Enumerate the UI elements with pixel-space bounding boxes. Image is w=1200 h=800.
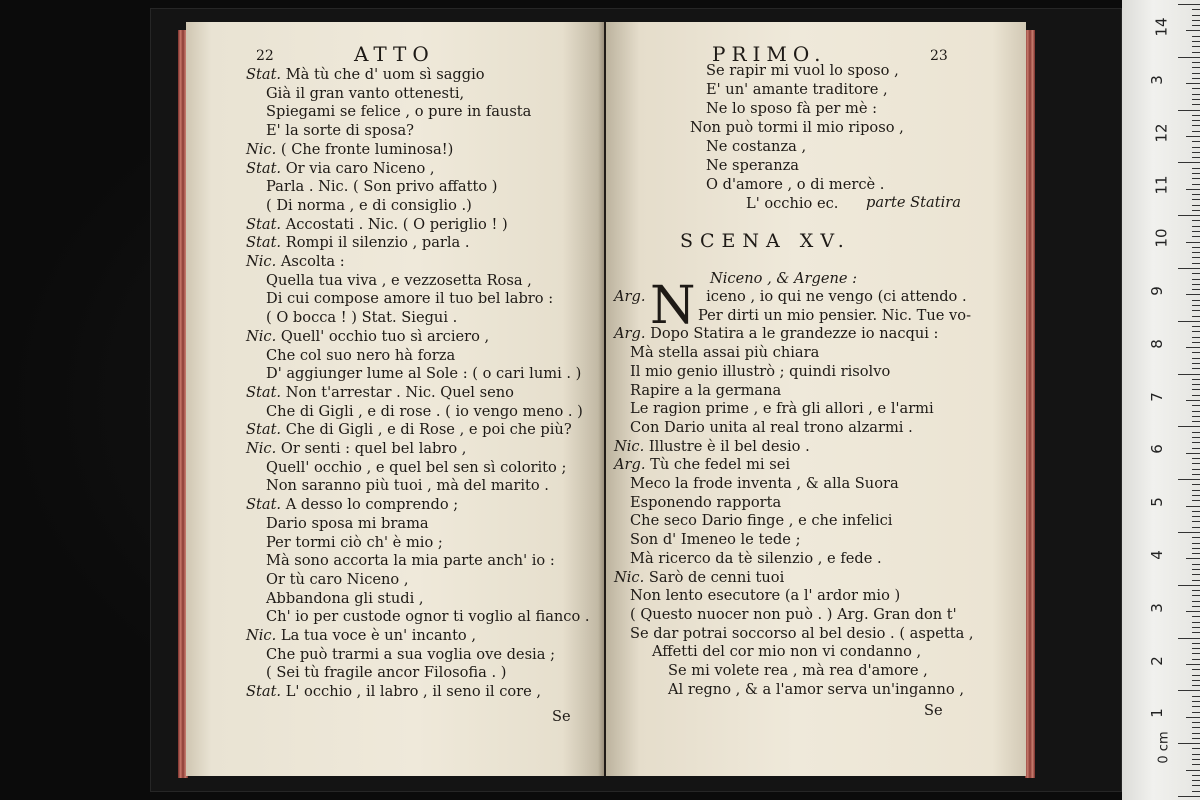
ruler-tick [1192, 622, 1200, 623]
line-text: O d'amore , o di mercè . [706, 176, 885, 193]
ruler-number: 2 [1147, 655, 1166, 666]
line-text: Son d' Imeneo le tede ; [630, 531, 801, 549]
ruler-tick [1178, 479, 1200, 480]
ruler-number: 6 [1147, 444, 1166, 455]
line-text: Ne speranza [706, 157, 799, 174]
scene-title: SCENA XV. [680, 230, 851, 252]
ruler-tick [1192, 643, 1200, 644]
ruler-tick [1192, 331, 1200, 332]
ruler-tick [1192, 527, 1200, 528]
ruler-tick [1192, 791, 1200, 792]
ruler-tick [1178, 585, 1200, 586]
ruler-tick [1192, 67, 1200, 68]
ruler-unit-label: 0 cm [1156, 731, 1172, 764]
ruler-tick [1178, 321, 1200, 322]
ruler-tick [1192, 632, 1200, 633]
ruler-tick [1192, 548, 1200, 549]
ruler-tick [1192, 326, 1200, 327]
ruler-tick [1192, 88, 1200, 89]
line-text: Quella tua viva , e vezzosetta Rosa , [266, 271, 532, 289]
line-text: Dario sposa mi brama [266, 514, 429, 532]
line-text: Ne lo sposo fà per mè : [706, 100, 878, 117]
ruler-tick [1192, 94, 1200, 95]
ruler-tick [1192, 458, 1200, 459]
speaker-label: Stat. [246, 66, 282, 83]
ruler-tick [1192, 141, 1200, 142]
ruler-tick [1192, 421, 1200, 422]
ruler-tick [1192, 448, 1200, 449]
line-text: Se dar potrai soccorso al bel desio . ( aspetta , [630, 624, 974, 642]
left-page-number: 22 [256, 48, 274, 64]
ruler-tick [1192, 389, 1200, 390]
line-text: iceno , io qui ne vengo (ci attendo . [701, 288, 967, 305]
ruler-tick [1192, 595, 1200, 596]
line-text: Se mi volete rea , mà rea d'amore , [668, 662, 928, 679]
ruler-tick [1192, 627, 1200, 628]
text-line [246, 141, 453, 159]
ruler-tick [1192, 36, 1200, 37]
line-text: Parla . Nic. ( Son privo affatto ) [266, 178, 498, 196]
text-line [246, 328, 489, 346]
speaker-label: Arg. [614, 456, 646, 474]
line-text: Dopo Statira a le grandezze io nacqui : [645, 325, 939, 343]
ruler-tick [1178, 162, 1200, 163]
ruler-tick [1192, 104, 1200, 105]
ruler-tick [1192, 738, 1200, 739]
speaker-label: Stat. [246, 421, 282, 439]
ruler-number: 10 [1152, 228, 1171, 248]
ruler-tick [1192, 463, 1200, 464]
ruler-number: 9 [1147, 286, 1166, 296]
ruler-tick [1186, 611, 1200, 612]
line-text: Rapire a la germana [630, 381, 782, 399]
line-text: Quell' occhio , e quel bel sen sì colorito ; [266, 458, 567, 476]
line-text: Or via caro Niceno , [281, 159, 435, 177]
ruler-tick [1178, 690, 1200, 691]
ruler-tick [1192, 342, 1200, 343]
line-text: Quell' occhio tuo sì arciero , [276, 327, 490, 345]
line-text: Che può trarmi a sua voglia ove desia ; [266, 645, 555, 663]
line-text: A desso lo comprendo ; [281, 496, 459, 514]
line-text: Con Dario unita al real trono alzarmi . [630, 418, 913, 436]
ruler-tick [1192, 173, 1200, 174]
line-text: ( O bocca ! ) Stat. Siegui . [266, 309, 458, 327]
line-text: Non lento esecutore (a l' ardor mio ) [630, 587, 901, 605]
ruler-tick [1192, 20, 1200, 21]
ruler-tick [1192, 41, 1200, 42]
line-text: Tù che fedel mi sei [645, 456, 791, 474]
ruler-tick [1192, 205, 1200, 206]
ruler-tick [1192, 305, 1200, 306]
speaker-label: Stat. [246, 383, 282, 401]
ruler-tick [1186, 136, 1200, 137]
text-line [614, 325, 938, 343]
text-line [246, 421, 572, 439]
line-text: ( Sei tù fragile ancor Filosofia . ) [266, 664, 507, 682]
line-text: Sarò de cenni tuoi [644, 568, 785, 586]
line-text: Or tù caro Niceno , [266, 570, 409, 588]
ruler-tick [1192, 363, 1200, 364]
ruler-number: 12 [1152, 123, 1171, 143]
text-line [614, 569, 784, 587]
ruler-tick [1192, 775, 1200, 776]
line-text: ( Di norma , e di consiglio .) [266, 196, 472, 214]
speaker-label: Nic. [614, 568, 645, 586]
ruler-tick [1192, 15, 1200, 16]
open-book [178, 22, 1035, 782]
line-text: Le ragion prime , e frà gli allori , e l'armi [630, 400, 934, 418]
ruler-tick [1186, 664, 1200, 665]
ruler-tick [1192, 648, 1200, 649]
ruler-number: 5 [1147, 497, 1166, 507]
text-line [614, 438, 810, 456]
right-running-header: PRIMO. [712, 42, 827, 66]
ruler-tick [1192, 416, 1200, 417]
speaker-label: Nic. [246, 627, 277, 644]
ruler-tick [1192, 52, 1200, 53]
ruler-tick [1186, 558, 1200, 559]
ruler-number: 8 [1147, 339, 1166, 349]
line-text: Non saranno più tuoi , mà del marito . [266, 477, 549, 495]
ruler-tick [1192, 495, 1200, 496]
line-text: E' un' amante traditore , [706, 81, 888, 98]
right-catchword: Se [924, 702, 943, 719]
text-line [246, 440, 466, 458]
ruler-tick [1192, 474, 1200, 475]
ruler-tick [1192, 696, 1200, 697]
ruler-tick [1178, 796, 1200, 797]
right-page [606, 22, 1026, 776]
ruler-tick [1192, 590, 1200, 591]
line-text: Non può tormi il mio riposo , [690, 119, 904, 136]
ruler-tick [1192, 490, 1200, 491]
ruler-tick [1178, 268, 1200, 269]
ruler-tick [1192, 273, 1200, 274]
speaker-label: Nic. [246, 327, 277, 345]
speaker-label: Nic. [614, 437, 645, 455]
ruler-tick [1192, 442, 1200, 443]
text-line [246, 66, 485, 84]
ruler-tick [1192, 263, 1200, 264]
ruler-number: 14 [1152, 17, 1171, 37]
ruler-tick [1192, 358, 1200, 359]
ruler-tick [1192, 384, 1200, 385]
ruler-tick [1186, 83, 1200, 84]
line-text: Affetti del cor mio non vi condanno , [652, 643, 922, 661]
ruler-tick [1192, 785, 1200, 786]
ruler-tick [1186, 347, 1200, 348]
ruler-tick [1192, 120, 1200, 121]
ruler-tick [1192, 199, 1200, 200]
ruler-tick [1192, 168, 1200, 169]
ruler-number: 11 [1152, 175, 1171, 195]
text-line [246, 216, 508, 234]
line-text: L' occhio , il labro , il seno il core , [281, 683, 542, 701]
ruler-tick [1192, 659, 1200, 660]
line-text: Ch' io per custode ognor ti voglio al fianco . [266, 608, 590, 626]
ruler-tick [1192, 574, 1200, 575]
line-text: Ascolta : [276, 253, 345, 270]
text-line: L' occhio ec. [746, 195, 839, 212]
text-line [246, 234, 470, 252]
line-text: ( Che fronte luminosa!) [276, 140, 454, 158]
speaker-label: Nic. [246, 440, 277, 457]
text-line [614, 288, 967, 306]
ruler-tick [1192, 284, 1200, 285]
line-text: Già il gran vanto ottenesti, [266, 84, 465, 102]
ruler-tick [1192, 337, 1200, 338]
text-line [246, 253, 345, 271]
page-edge-right [1025, 30, 1035, 778]
ruler-tick [1178, 743, 1200, 744]
line-text: D' aggiunger lume al Sole : ( o cari lumi . ) [266, 365, 582, 383]
ruler-tick [1192, 569, 1200, 570]
line-text: Per tormi ciò ch' è mio ; [266, 533, 443, 551]
ruler-tick [1178, 4, 1200, 5]
ruler-tick [1192, 368, 1200, 369]
line-text: Mà stella assai più chiara [630, 344, 820, 362]
ruler-tick [1192, 516, 1200, 517]
ruler-tick [1192, 99, 1200, 100]
ruler-tick [1192, 46, 1200, 47]
ruler-tick [1192, 759, 1200, 760]
scene-characters: Niceno , & Argene : [710, 270, 858, 287]
ruler-tick [1192, 727, 1200, 728]
ruler-tick [1192, 257, 1200, 258]
ruler-tick [1192, 131, 1200, 132]
ruler-tick [1192, 210, 1200, 211]
ruler-tick [1186, 189, 1200, 190]
ruler-tick [1192, 289, 1200, 290]
ruler-tick [1192, 220, 1200, 221]
line-text: Illustre è il bel desio . [644, 437, 810, 455]
ruler-tick [1178, 215, 1200, 216]
line-text: Al regno , & a l'amor serva un'inganno , [668, 680, 964, 698]
ruler-tick [1178, 638, 1200, 639]
line-text: E' la sorte di sposa? [266, 122, 414, 140]
ruler-tick [1192, 701, 1200, 702]
line-text: Ne costanza , [706, 138, 807, 155]
ruler-tick [1192, 748, 1200, 749]
ruler-tick [1192, 680, 1200, 681]
ruler-tick [1192, 469, 1200, 470]
ruler-tick [1192, 780, 1200, 781]
ruler-tick [1192, 712, 1200, 713]
ruler-tick [1192, 300, 1200, 301]
drop-cap: N [650, 276, 696, 336]
line-text: Rompi il silenzio , parla . [281, 234, 470, 252]
line-text: Or senti : quel bel labro , [276, 440, 467, 457]
text-line [614, 456, 790, 474]
speaker-label: Stat. [246, 234, 282, 252]
line-text: Che di Gigli , e di rose . ( io vengo meno . ) [266, 402, 583, 420]
line-text: ( Questo nuocer non può . ) Arg. Gran don t' [630, 605, 957, 623]
ruler-tick [1186, 453, 1200, 454]
ruler-tick [1192, 62, 1200, 63]
text-line [246, 384, 514, 402]
speaker-label: Arg. [614, 325, 646, 343]
ruler-tick [1192, 152, 1200, 153]
ruler-tick [1192, 178, 1200, 179]
line-text: Meco la frode inventa , & alla Suora [630, 475, 899, 492]
left-catchword: Se [552, 708, 571, 725]
ruler-tick [1192, 395, 1200, 396]
ruler-tick [1192, 194, 1200, 195]
ruler-tick [1192, 252, 1200, 253]
left-page [186, 22, 604, 776]
ruler-tick [1192, 764, 1200, 765]
ruler-tick [1192, 653, 1200, 654]
ruler-tick [1192, 147, 1200, 148]
ruler-tick [1192, 405, 1200, 406]
ruler-tick [1192, 521, 1200, 522]
speaker-label: Nic. [246, 253, 277, 270]
ruler-tick [1178, 426, 1200, 427]
ruler-tick [1192, 616, 1200, 617]
ruler-tick [1192, 733, 1200, 734]
ruler-tick [1178, 110, 1200, 111]
line-text: Che seco Dario finge , e che infelici [630, 512, 893, 530]
line-text: Mà tù che d' uom sì saggio [281, 66, 485, 83]
ruler-number: 3 [1147, 603, 1166, 613]
line-text: Mà ricerco da tè silenzio , e fede . [630, 549, 882, 567]
ruler-tick [1192, 500, 1200, 501]
line-text: Se rapir mi vuol lo sposo , [706, 62, 899, 79]
ruler-tick [1178, 532, 1200, 533]
ruler-tick [1186, 30, 1200, 31]
ruler-tick [1192, 553, 1200, 554]
line-text: Esponendo rapporta [630, 493, 782, 511]
ruler-tick [1178, 57, 1200, 58]
ruler-tick [1186, 294, 1200, 295]
ruler-tick [1192, 706, 1200, 707]
ruler-tick [1192, 669, 1200, 670]
ruler-tick [1192, 580, 1200, 581]
line-text: Che di Gigli , e di Rose , e poi che più? [281, 421, 572, 439]
text-line [246, 683, 541, 701]
ruler-tick [1192, 543, 1200, 544]
ruler-tick [1178, 374, 1200, 375]
ruler-tick [1192, 564, 1200, 565]
ruler-tick [1192, 437, 1200, 438]
ruler-tick [1186, 506, 1200, 507]
speaker-label: Stat. [246, 159, 282, 177]
left-running-header: ATTO [354, 42, 435, 66]
line-text: Di cui compose amore il tuo bel labro : [266, 290, 554, 308]
ruler-tick [1192, 125, 1200, 126]
ruler-tick [1192, 310, 1200, 311]
ruler-tick [1186, 242, 1200, 243]
ruler-tick [1186, 717, 1200, 718]
ruler-tick [1192, 601, 1200, 602]
ruler-tick [1192, 379, 1200, 380]
ruler-tick [1192, 484, 1200, 485]
right-page-number: 23 [930, 48, 948, 64]
line-text: Accostati . Nic. ( O periglio ! ) [281, 215, 508, 233]
ruler-tick [1192, 157, 1200, 158]
text-line [246, 496, 458, 514]
ruler-tick [1192, 236, 1200, 237]
ruler-tick [1192, 606, 1200, 607]
ruler-tick [1192, 352, 1200, 353]
ruler-tick [1192, 115, 1200, 116]
ruler-tick [1192, 226, 1200, 227]
ruler-tick [1192, 184, 1200, 185]
measurement-ruler [1122, 0, 1200, 800]
line-text: La tua voce è un' incanto , [276, 627, 476, 644]
ruler-tick [1192, 247, 1200, 248]
line-text: Spiegami se felice , o pure in fausta [266, 103, 532, 121]
ruler-tick [1192, 675, 1200, 676]
ruler-number: 4 [1147, 550, 1166, 560]
ruler-tick [1192, 411, 1200, 412]
ruler-tick [1192, 432, 1200, 433]
ruler-tick [1192, 279, 1200, 280]
stage-direction: parte Statira [866, 194, 961, 211]
line-text: Non t'arrestar . Nic. Quel seno [281, 383, 514, 401]
line-text: Il mio genio illustrò ; quindi risolvo [630, 362, 891, 380]
ruler-tick [1192, 537, 1200, 538]
line-text: Che col suo nero hà forza [266, 346, 456, 364]
ruler-tick [1192, 73, 1200, 74]
ruler-tick [1192, 511, 1200, 512]
ruler-tick [1192, 9, 1200, 10]
speaker-label: Arg. [614, 288, 646, 305]
text-line [246, 160, 435, 178]
ruler-tick [1192, 722, 1200, 723]
line-text: Abbandona gli studi , [266, 589, 424, 607]
speaker-label: Stat. [246, 215, 282, 233]
line-text: Mà sono accorta la mia parte anch' io : [266, 552, 555, 570]
ruler-number: 1 [1147, 708, 1166, 719]
ruler-number: 3 [1147, 75, 1166, 85]
text-line [246, 627, 476, 645]
ruler-tick [1192, 231, 1200, 232]
ruler-tick [1192, 754, 1200, 755]
ruler-tick [1192, 25, 1200, 26]
speaker-label: Stat. [246, 496, 282, 514]
speaker-label: Stat. [246, 683, 282, 701]
speaker-label: Nic. [246, 140, 277, 158]
line-text: Per dirti un mio pensier. Nic. Tue vo- [698, 306, 972, 324]
ruler-tick [1192, 685, 1200, 686]
ruler-number: 7 [1147, 391, 1166, 402]
ruler-tick [1192, 316, 1200, 317]
ruler-tick [1186, 770, 1200, 771]
ruler-tick [1192, 78, 1200, 79]
ruler-tick [1186, 400, 1200, 401]
